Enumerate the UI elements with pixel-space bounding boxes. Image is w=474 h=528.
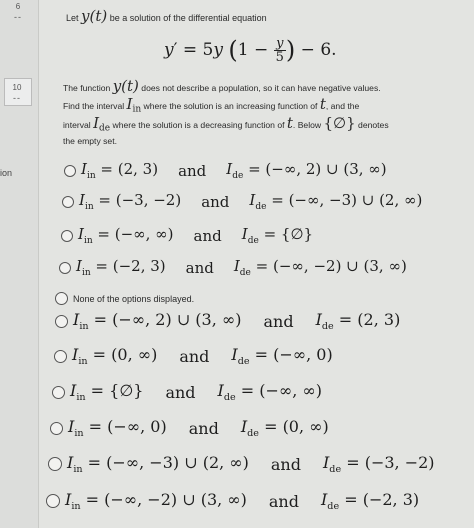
radio-button[interactable] [54, 350, 67, 363]
interval-increasing: $I_{in} = (-3$, −2) [79, 191, 182, 212]
para1-text-b: does not describe a population, so it can have negative values. [138, 83, 381, 93]
para2-text-h: the empty set. [63, 136, 117, 147]
para2-text-c: , and the [325, 101, 360, 111]
radio-button[interactable] [64, 165, 76, 177]
differential-equation: y′ = 5y (1 − $\frac{y}{5}$ ) − 6. [164, 36, 337, 65]
and-word: and [178, 161, 207, 180]
answer-option-11[interactable] [46, 490, 419, 512]
interval-increasing: $I_{in}$ = (−∞, 0) [68, 417, 167, 440]
radio-button[interactable] [59, 262, 71, 274]
and-word: and [270, 454, 301, 474]
radio-button[interactable] [55, 315, 68, 328]
interval-decreasing: $I_{de} = (0$, ∞) [240, 417, 329, 440]
para2-text-a: Find the interval [63, 101, 127, 111]
interval-decreasing: $I_{de} = (-3$, −2) [322, 453, 435, 476]
answer-option-7[interactable] [54, 345, 333, 367]
para2-sub-in: in [132, 104, 142, 115]
interval-increasing: $I_{in} = (-2$, 3) [76, 257, 166, 278]
radio-button[interactable] [52, 386, 65, 399]
para2-var-i-de: I [93, 113, 100, 132]
answer-option-3[interactable] [61, 225, 313, 246]
interval-increasing: $I_{in}$ = (−∞, 2) ∪ (3, ∞) [73, 310, 242, 333]
para2-text-g: denotes [355, 119, 389, 130]
question-intro [66, 7, 267, 25]
current-question-number[interactable]: 10 [12, 83, 22, 92]
interval-decreasing: $I_{de}$ = (−∞, ∞) [217, 381, 322, 404]
question-paragraph-2 [63, 95, 413, 148]
and-word: and [165, 382, 196, 402]
answer-option-1[interactable] [64, 160, 387, 181]
interval-increasing: $I_{in}$ = (−∞, ∞) [78, 225, 174, 246]
prev-question-status: -- [14, 12, 22, 22]
interval-decreasing: $I_{de}$ = {∅} [241, 225, 314, 246]
answer-option-2[interactable] [62, 191, 422, 212]
radio-button[interactable] [55, 292, 68, 305]
para2-sub-de: de [99, 123, 111, 134]
intro-variable: y(t) [81, 7, 108, 25]
prev-question-number[interactable]: 6 [15, 2, 21, 11]
para2-var-t-2: t [286, 113, 293, 132]
interval-increasing: $I_{in}$ = (−∞, −3) ∪ (2, ∞) [67, 453, 249, 476]
and-word: and [179, 346, 210, 366]
radio-button[interactable] [48, 457, 62, 471]
question-paragraph-1 [63, 77, 381, 95]
para2-var-t: t [319, 95, 326, 113]
answer-option-8[interactable] [52, 381, 322, 403]
para2-var-i: I [126, 95, 133, 113]
radio-button[interactable] [50, 422, 63, 435]
side-label: ion [0, 168, 13, 178]
answer-option-10[interactable] [48, 453, 435, 475]
interval-decreasing: $I_{de}$ = (−∞, 2) ∪ (3, ∞) [226, 160, 387, 181]
interval-increasing: $I_{in} = (0$, ∞) [72, 345, 158, 368]
para1-text-a: The function [63, 83, 113, 93]
and-word: and [268, 491, 299, 511]
interval-decreasing: $I_{de} = (-2$, 3) [320, 490, 420, 513]
interval-decreasing: $I_{de}$ = (−∞, −2) ∪ (3, ∞) [233, 257, 407, 278]
interval-decreasing: $I_{de}$ = (−∞, −3) ∪ (2, ∞) [249, 191, 423, 212]
para1-variable: y(t) [112, 77, 139, 95]
intro-prefix: Let [66, 13, 82, 23]
para2-text-e: where the solution is a decreasing function of [110, 119, 287, 130]
and-word: and [185, 258, 214, 277]
interval-decreasing: $I_{de}$ = (−∞, 0) [231, 345, 333, 368]
intro-suffix: be a solution of the differential equation [107, 13, 267, 23]
interval-increasing: $I_{in}$ = (−∞, −2) ∪ (3, ∞) [65, 490, 247, 513]
radio-button[interactable] [62, 196, 74, 208]
answer-option-6[interactable] [55, 310, 400, 332]
and-word: and [263, 311, 294, 331]
interval-increasing: $I_{in} = (2$, 3) [81, 160, 159, 181]
para2-text-b: where the solution is an increasing function of [141, 101, 320, 111]
interval-decreasing: $I_{de} = (2$, 3) [315, 310, 401, 333]
and-word: and [193, 226, 222, 245]
para2-text-d: interval [63, 119, 94, 130]
answer-option-4[interactable] [59, 257, 407, 278]
empty-set-symbol: {∅} [323, 113, 356, 132]
answer-option-5[interactable] [55, 292, 194, 305]
para2-text-f: . Below [292, 119, 324, 130]
current-question-status: -- [13, 93, 21, 103]
and-word: and [201, 192, 230, 211]
answer-option-9[interactable] [50, 417, 329, 439]
interval-increasing: $I_{in}$ = {∅} [70, 381, 144, 404]
option-text: None of the options displayed. [73, 293, 195, 304]
radio-button[interactable] [61, 230, 73, 242]
and-word: and [188, 418, 219, 438]
radio-button[interactable] [46, 494, 60, 508]
